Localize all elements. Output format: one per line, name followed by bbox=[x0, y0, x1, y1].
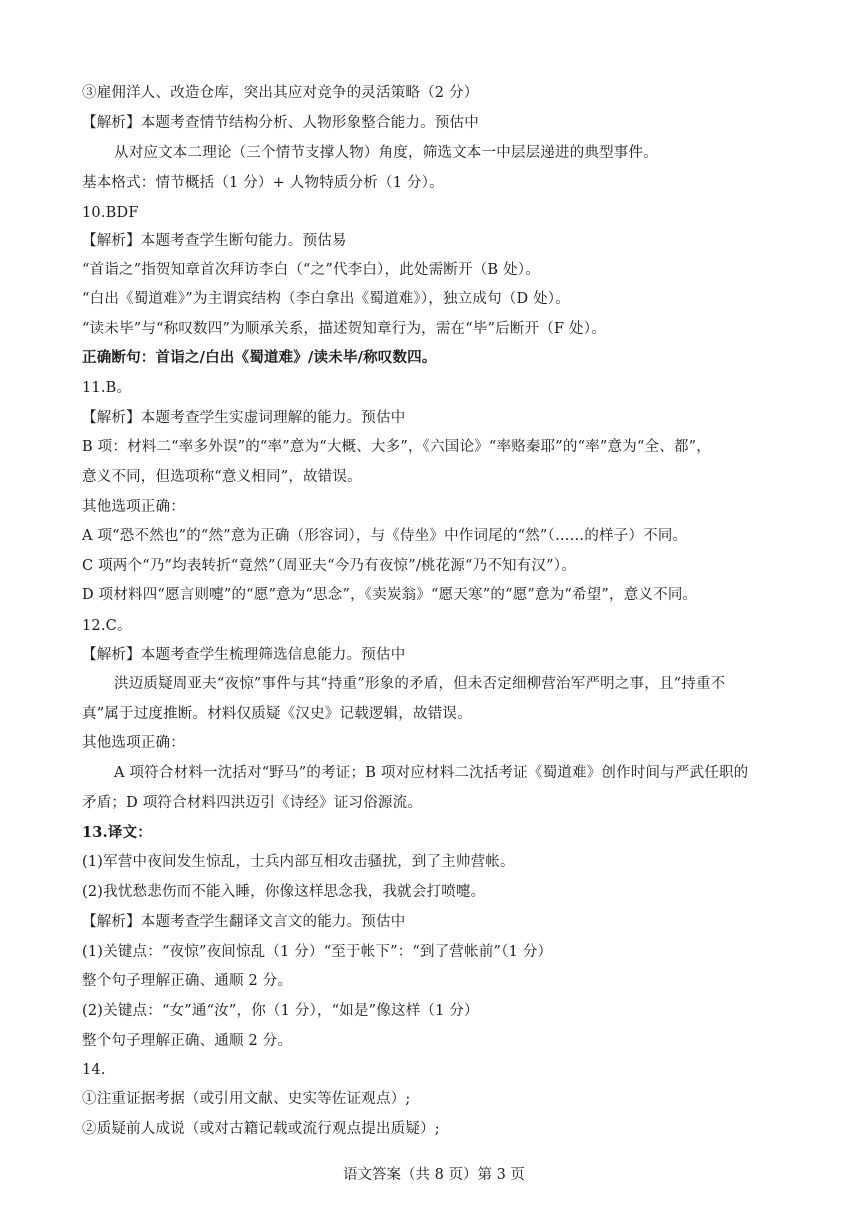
question-number: 11.B。 bbox=[82, 380, 132, 396]
text-line: (1)关键点：“夜惊”夜间惊乱（1 分）“至于帐下”：“到了营帐前”（1 分） bbox=[82, 944, 553, 960]
text-line: (2)关键点：“女”通“汝”，你（1 分），“如是”像这样（1 分） bbox=[82, 1003, 479, 1019]
analysis-line: 【解析】本题考查学生断句能力。预估易 bbox=[82, 233, 347, 249]
text-line: 其他选项正确： bbox=[82, 735, 185, 751]
text-line: “白出《蜀道难》”为主谓宾结构（李白拿出《蜀道难》），独立成句（D 处）。 bbox=[82, 291, 570, 307]
page-footer: 语文答案（共 8 页）第 3 页 bbox=[343, 1167, 525, 1183]
analysis-line: 【解析】本题考查学生梳理筛选信息能力。预估中 bbox=[82, 647, 406, 663]
question-number: 14. bbox=[82, 1062, 106, 1078]
text-line: 意义不同，但选项称“意义相同”，故错误。 bbox=[82, 469, 362, 485]
analysis-line: 【解析】本题考查学生实虚词理解的能力。预估中 bbox=[82, 410, 406, 426]
text-line: 洪迈质疑周亚夫“夜惊”事件与其“持重”形象的矛盾，但未否定细柳营治军严明之事，且“持重不 bbox=[114, 676, 726, 692]
translation-line: (2)我忧愁悲伤而不能入睡，你像这样思念我，我就会打喷嚏。 bbox=[82, 884, 486, 900]
text-line: 基本格式：情节概括（1 分）+ 人物特质分析（1 分）。 bbox=[82, 175, 444, 191]
text-line: “读未毕”与“称叹数四”为顺承关系，描述贺知章行为，需在“毕”后断开（F 处）。 bbox=[82, 321, 606, 337]
text-line: D 项材料四“愿言则嚏”的“愿”意为“思念”，《卖炭翁》“愿天寒”的“愿”意为“希望”，意义不同。 bbox=[82, 587, 698, 603]
text-line: 从对应文本二理论（三个情节支撑人物）角度，筛选文本一中层层递进的典型事件。 bbox=[114, 145, 658, 161]
translation-line: (1)军营中夜间发生惊乱，士兵内部互相攻击骚扰，到了主帅营帐。 bbox=[82, 854, 515, 870]
text-line: 其他选项正确： bbox=[82, 499, 185, 515]
text-line: ③雇佣洋人、改造仓库，突出其应对竞争的灵活策略（2 分） bbox=[82, 85, 479, 101]
text-line: 真”属于过度推断。材料仅质疑《汉史》记载逻辑，故错误。 bbox=[82, 706, 472, 722]
analysis-line: 【解析】本题考查学生翻译文言文的能力。预估中 bbox=[82, 914, 406, 930]
question-number: 13.译文： bbox=[82, 824, 152, 841]
question-number: 10.BDF bbox=[82, 205, 139, 221]
text-line: C 项两个“乃”均表转折“竟然”（周亚夫“今乃有夜惊”/桃花源“乃不知有汉”）。 bbox=[82, 558, 576, 574]
text-line: A 项符合材料一沈括对“野马”的考证；B 项对应材料二沈括考证《蜀道难》创作时间与严武任职的 bbox=[114, 765, 749, 781]
text-line: ②质疑前人成说（或对古籍记载或流行观点提出质疑）; bbox=[82, 1121, 440, 1137]
analysis-line: 【解析】本题考查情节结构分析、人物形象整合能力。预估中 bbox=[82, 115, 479, 131]
text-line: 整个句子理解正确、通顺 2 分。 bbox=[82, 973, 293, 989]
question-number: 12.C。 bbox=[82, 618, 132, 634]
text-line: 整个句子理解正确、通顺 2 分。 bbox=[82, 1033, 293, 1049]
correct-punctuation: 正确断句：首诣之/白出《蜀道难》/读未毕/称叹数四。 bbox=[82, 349, 437, 366]
text-line: ①注重证据考据（或引用文献、史实等佐证观点）; bbox=[82, 1091, 411, 1107]
text-line: A 项“恐不然也”的“然”意为正确（形容词），与《侍坐》中作词尾的“然”（……的样子）不同。 bbox=[82, 528, 688, 544]
text-line: 矛盾；D 项符合材料四洪迈引《诗经》证习俗源流。 bbox=[82, 795, 423, 811]
text-line: “首诣之”指贺知章首次拜访李白（“之”代李白），此处需断开（B 处）。 bbox=[82, 262, 540, 278]
text-line: B 项：材料二“率多外误”的“率”意为“大概、大多”，《六国论》“率赂秦耶”的“率”意为“全、都”， bbox=[82, 439, 711, 455]
